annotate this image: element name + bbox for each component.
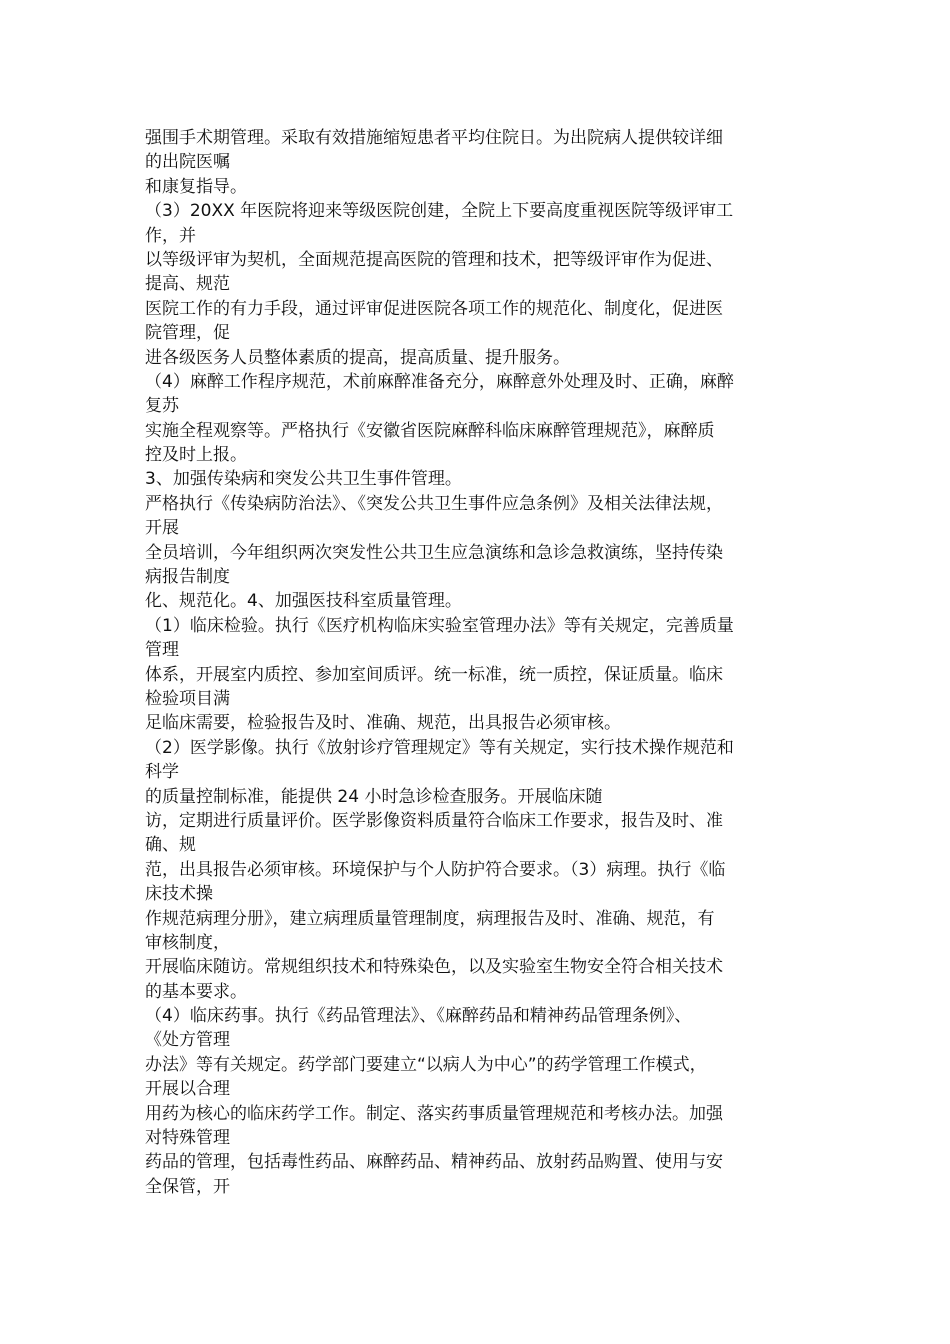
text-line: 复苏	[145, 396, 179, 417]
text-line: 对特殊管理	[145, 1128, 230, 1149]
text-line: 强围手术期管理。采取有效措施缩短患者平均住院日。为出院病人提供较详细	[145, 128, 723, 148]
text-line: 体系，开展室内质控、参加室间质评。统一标准，统一质控，保证质量。临床	[145, 664, 723, 685]
text-line: 3、加强传染病和突发公共卫生事件管理。	[145, 469, 462, 490]
text-line: 药品的管理，包括毒性药品、麻醉药品、精神药品、放射药品购置、使用与安	[145, 1152, 723, 1173]
text-line: 严格执行《传染病防治法》、《突发公共卫生事件应急条例》及相关法律法规，	[145, 493, 723, 514]
text-line: 控及时上报。	[145, 445, 247, 466]
text-line: 作，并	[145, 225, 196, 246]
text-line: 范，出具报告必须审核。环境保护与个人防护符合要求。（3）病理。执行《临	[145, 859, 726, 880]
text-line: 化、规范化。4、加强医技科室质量管理。	[145, 591, 462, 612]
text-line: 足临床需要，检验报告及时、准确、规范，出具报告必须审核。	[145, 713, 621, 734]
text-line: 管理	[145, 640, 179, 661]
text-line: 全保管，开	[145, 1176, 230, 1197]
text-line: （4）临床药事。执行《药品管理法》、《麻醉药品和精神药品管理条例》、	[145, 1006, 692, 1027]
text-line: 的质量控制标准，能提供 24 小时急诊检查服务。开展临床随	[145, 786, 603, 807]
text-line: 病报告制度	[145, 567, 230, 588]
text-line: 开展临床随访。常规组织技术和特殊染色，以及实验室生物安全符合相关技术	[145, 957, 723, 978]
text-line: 审核制度，	[145, 932, 230, 953]
text-line: 提高、规范	[145, 274, 230, 295]
text-line: 院管理，促	[145, 323, 230, 344]
text-line: 办法》等有关规定。药学部门要建立“以病人为中心”的药学管理工作模式，	[145, 1054, 707, 1075]
text-line: 开展以合理	[145, 1079, 230, 1100]
text-line: （1）临床检验。执行《医疗机构临床实验室管理办法》等有关规定，完善质量	[145, 615, 734, 636]
text-line: 床技术操	[145, 884, 213, 905]
text-line: 开展	[145, 518, 179, 539]
text-line: 实施全程观察等。严格执行《安徽省医院麻醉科临床麻醉管理规范》，麻醉质	[145, 420, 715, 441]
text-line: 确、规	[145, 835, 196, 856]
text-line: 全员培训，今年组织两次突发性公共卫生应急演练和急诊急救演练，坚持传染	[145, 542, 723, 563]
text-line: 作规范病理分册》，建立病理质量管理制度，病理报告及时、准确、规范，有	[145, 908, 715, 929]
text-line: 进各级医务人员整体素质的提高，提高质量、提升服务。	[145, 347, 570, 368]
text-line: 科学	[145, 762, 179, 783]
text-line: 医院工作的有力手段，通过评审促进医院各项工作的规范化、制度化，促进医	[145, 298, 723, 319]
text-line: （3）20XX 年医院将迎来等级医院创建，全院上下要高度重视医院等级评审工	[145, 201, 734, 222]
text-line: 的出院医嘱	[145, 152, 230, 173]
text-line: （4）麻醉工作程序规范，术前麻醉准备充分，麻醉意外处理及时、正确，麻醉	[145, 371, 734, 392]
text-line: （2）医学影像。执行《放射诊疗管理规定》等有关规定，实行技术操作规范和	[145, 737, 734, 758]
text-line: 用药为核心的临床药学工作。制定、落实药事质量管理规范和考核办法。加强	[145, 1103, 723, 1124]
text-line: 《处方管理	[145, 1030, 230, 1051]
document-body	[145, 126, 825, 1199]
text-line: 访，定期进行质量评价。医学影像资料质量符合临床工作要求，报告及时、准	[145, 810, 723, 831]
text-line: 以等级评审为契机，全面规范提高医院的管理和技术，把等级评审作为促进、	[145, 249, 723, 270]
text-line: 的基本要求。	[145, 981, 247, 1002]
text-line: 和康复指导。	[145, 176, 247, 197]
text-line: 检验项目满	[145, 688, 230, 709]
